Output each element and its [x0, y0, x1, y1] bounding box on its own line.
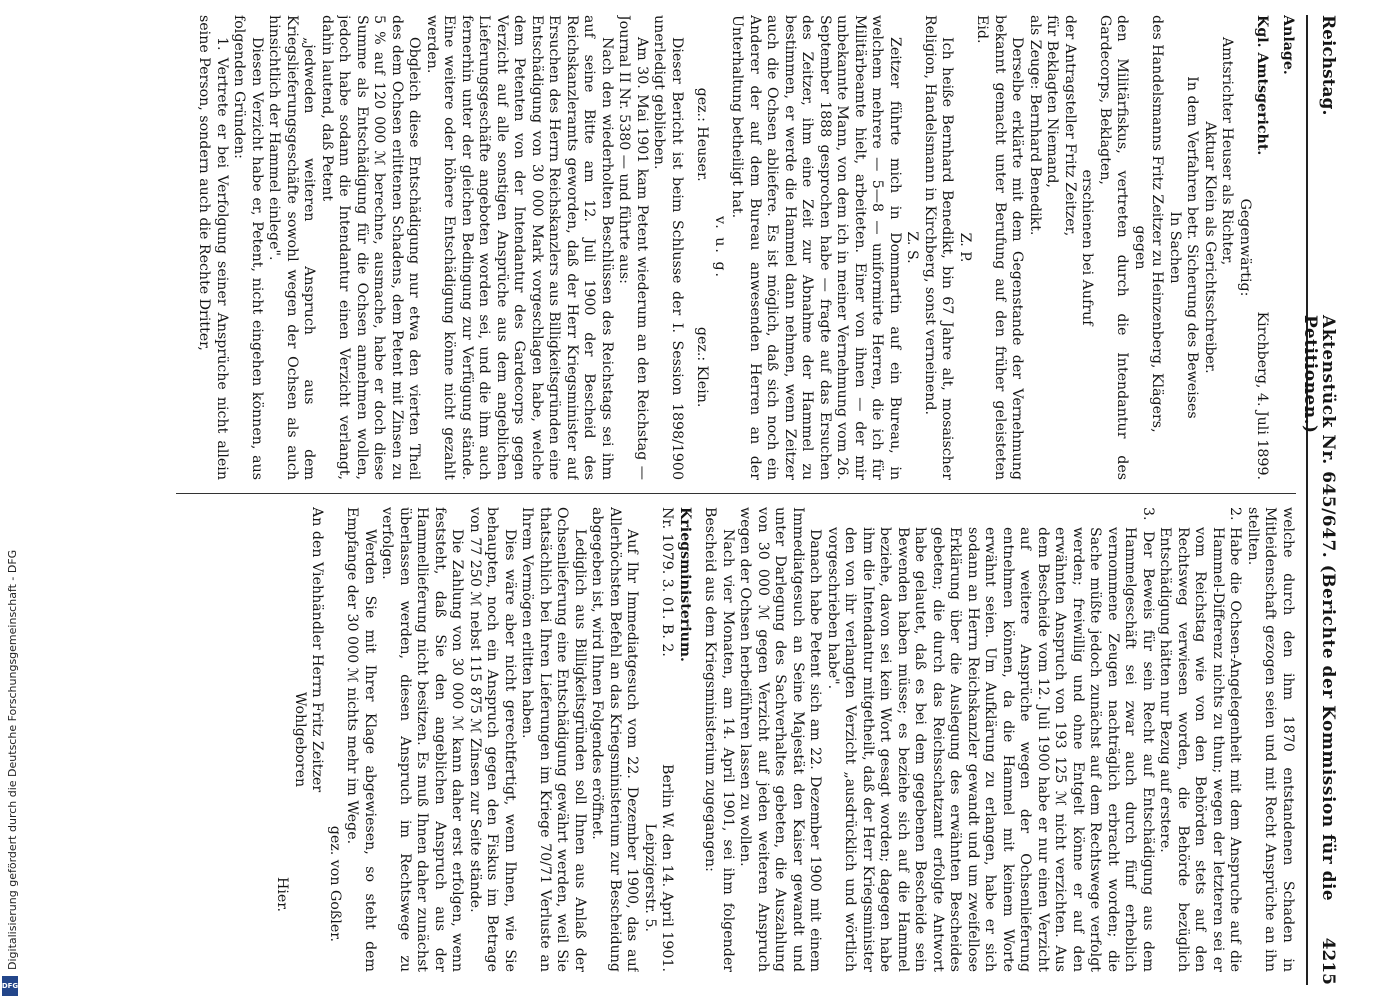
right-column	[156, 507, 1296, 972]
page-number: 4215	[1318, 937, 1338, 985]
present-label: Gegenwärtig:	[1237, 198, 1253, 297]
court-line	[1253, 15, 1271, 480]
waiver-quote: „jedweden weiteren Anspruch aus dem Kriegslieferungsgeschäfte sowohl wegen der Ochsen als auch hinsichtlich der Hammel einlege".	[266, 15, 318, 480]
defendant-line: den Militärfiskus, vertreten durch die Intendantur des Gardecorps, Beklagten,	[1097, 15, 1131, 480]
reference-address: Leipzigerstr. 5.	[642, 823, 658, 932]
reference-date: Berlin W. den 14. April 1901.	[659, 764, 676, 972]
addressee-line: An den Viehhändler Herrn Fritz Zeitzer	[309, 507, 326, 793]
read-approved-line: v. u. g.	[712, 215, 728, 280]
dfg-logo-icon: DFG	[2, 976, 18, 996]
immediate-petition-paragraph: Danach habe Petent sich am 22. Dezember 1900 mit einem Immediatgesuch an Seine Majestät den Kaiser gewandt und unter Darlegung des Sachverhaltes gebeten, die Auszahlung von 30 000 ℳ gegen Verzicht auf jeden weiteren Anspruch wegen der Ochsen herbeiführen lassen zu wollen.	[737, 507, 824, 972]
reason-2: 2. Habe die Ochsen-Angelegenheit mit dem Anspruche auf die Hammel-Differenz nichts zu thun; wegen der letzteren sei er vom Reichstag wie von den Behörden stets auf den Rechtsweg verwiesen worden, die Behörde bezüglich Entschädigung hätten nur Bezug auf erstere.	[1157, 507, 1244, 972]
header-left: Reichstag.	[1318, 15, 1338, 116]
oath-paragraph: Derselbe erklärte mit dem Gegenstande der Vernehmung bekannt gemacht unter Berufung auf den früher geleisteten Eid.	[974, 15, 1026, 480]
reasons-intro: Diesen Verzicht habe er, Petent, nicht eingehen können, aus folgenden Gründen:	[231, 15, 265, 480]
ministry-heading: Kriegsministerium.	[677, 507, 693, 662]
reason-3: 3. Der Beweis für sein Recht auf Entschädigung aus dem Hammelgeschäft sei zwar auch durch fünf erheblich vernommene Zeugen nachträglich erbracht worden; die Sache müßte jedoch zunächst auf dem Rechtswege verfolgt werden; freiwillig und ohne Entgelt könne er auf den erwähnten Anspruch von 193 125 ℳ nicht verzichten. Aus dem Bescheide vom 12. Juli 1900 habe er nur einen Verzicht auf weitere Ansprüche wegen der Ochsenlieferung entnehmen können, da die Hammel mit keinem Worte erwähnt seien. Um Aufklärung zu erlangen, habe er sich sodann an Herrn Reichskanzler gewandt und um zweifellose Erklärung über die Auslegung des erwähnten Bescheides gebeten; die durch das Reichsschatzamt erfolgte Antwort habe gelautet, daß es bei dem gegebenen Bescheide sein Bewenden haben müsse; es beziehe sich auf die Hammel beziehe, davon sei kein Wort gesagt worden; dagegen habe ihm die Intendantur mitgetheilt, daß der Herr Kriegsminister den von ihr verlangten Verzicht „ausdrücklich und wörtlich vorgeschrieben habe".	[825, 507, 1156, 972]
against-line: gegen	[1132, 225, 1148, 270]
signature-heuser: gez.: Heuser.	[694, 87, 711, 182]
clerk-line: Aktuar Klein als Gerichtsschreiber.	[1202, 121, 1218, 374]
compensation-paragraph: Obgleich diese Entschädigung nur etwa den vierten Theil des dem Ochsen erlittenen Schadens, dem Petent mit Zinsen zu 5 % auf 120 000 ℳ berechne, ausmache, habe er doch diese Summe als Entschädigung für die Ochsen annehmen wollen, jedoch habe sodann die Intendantur einen Verzicht verlangt, dahin lautend, daß Petent	[319, 15, 423, 480]
rotated-page-content	[138, 15, 1338, 985]
report-unresolved-paragraph: Dieser Bericht ist beim Schlusse der I. Session 1898/1900 unerledigt geblieben.	[651, 15, 685, 480]
digitization-note	[2, 0, 22, 1000]
column-divider	[176, 493, 1296, 494]
letter-paragraph-5: Werden Sie mit Ihrer Klage abgewiesen, so steht dem Empfange der 30 000 ℳ nichts mehr im Wege.	[344, 507, 378, 972]
letter-signature: gez. von Goßler.	[327, 825, 343, 942]
addressee-honorific: Wohlgeboren	[292, 691, 308, 788]
appeared-line: erschienen bei Aufruf	[1079, 169, 1096, 326]
signature-klein: gez.: Klein.	[694, 326, 711, 408]
court-name: Kgl. Amtsgericht.	[1254, 15, 1271, 156]
judge-line: Amtsrichter Heuser als Richter,	[1219, 37, 1236, 266]
reason-1-continued: welche durch den ihm 1870 entstandenen Schaden in Mitleidenschaft gezogen seien und mit Recht Ansprüche an ihn stellten.	[1245, 507, 1296, 972]
anlage-heading: Anlage.	[1280, 15, 1296, 75]
reference-number: Nr. 1079. 3. 01. B. 2.	[659, 507, 676, 657]
witness-identity-paragraph: Ich heiße Bernhard Benedikt, bin 67 Jahre alt, mosaischer Religion, Handelsmann in Kirchberg, sonst verneinend.	[922, 15, 956, 480]
letter-paragraph-2: Lediglich aus Billigkeitsgründen soll Ihnen aus Anlaß der Ochsenlieferung eine Entschädigung gewährt werden, weil Sie thatsächlich bei Ihren Lieferungen im Kriege 70/71 Verluste an Ihrem Vermögen erlitten haben.	[519, 507, 588, 972]
reply-intro-paragraph: Nach vier Monaten, am 14. April 1901, sei ihm folgender Bescheid aus dem Kriegsministerium zugegangen:	[702, 507, 736, 972]
addressee-location: Hier.	[274, 876, 291, 912]
letter-paragraph-4: Die Zahlung von 30 000 ℳ kann daher erst erfolgen, wenn feststeht, daß Sie den angeblichen Anspruch aus der Hammellieferung nicht besitzen. Es muß Ihnen daher zunächst überlassen werden, diesen Anspruch im Rechtswege zu verfolgen.	[379, 507, 466, 972]
reason-1: 1. Vertrete er bei Verfolgung seiner Ansprüche nicht allein seine Person, sondern auch die Rechte Dritter,	[196, 15, 230, 480]
plaintiff-line: des Handelsmanns Fritz Zeitzer zu Heinzenberg, Klägers,	[1149, 15, 1166, 433]
defendant-absent-line: für Beklagten Niemand,	[1044, 15, 1061, 188]
left-column	[156, 15, 1296, 480]
letter-paragraph-3: Dies wäre aber nicht gerechtfertigt, wenn Ihnen, wie Sie behaupten, noch ein Anspruch gegen den Fiskus im Betrage von 77 250 ℳ nebst 115 875 ℳ Zinsen zur Seite stände.	[467, 507, 518, 972]
testimony-paragraph: Zeitzer führte mich in Dommartin auf ein Bureau, in welchem mehrere — 5—8 — uniformirte Herren, die ich für Militärbeamte hielt, arbeiteten. Einer von ihnen — der mir unbekannte Mann, von dem ich in meiner Vernehmung vom 26. September 1888 gesprochen habe — fragte auf das Ersuchen des Zeitzer, ihm eine Zeit zur Abnahme der Hammel zu bestimmen, er werde die Hammel dann nehmen, wenn Zeitzer auch die Ochsen abliefere. Es ist möglich, daß sich noch ein Anderer der auf dem Bureau anwesenden Herren an der Unterhaltung betheiligt hat.	[729, 15, 903, 480]
letter-paragraph-1: Auf Ihr Immediatgesuch vom 22. Dezember 1900, das auf Allerhöchsten Befehl an das Kriegsministerium zur Bescheidung abgegeben ist, wird Ihnen Folgendes eröffnet.	[589, 507, 641, 972]
procedure-line: In dem Verfahren betr. Sicherung des Beweises	[1184, 76, 1201, 419]
reference-line	[658, 507, 676, 972]
in-matters-line: In Sachen	[1167, 211, 1183, 284]
applicant-line: der Antragsteller Fritz Zeitzer,	[1062, 15, 1078, 237]
petition-renewed-paragraph: Am 30. Mai 1901 kam Petent wiederum an den Reichstag — Journal II Nr. 5380 — und führte aus:	[616, 15, 650, 480]
court-date: Kirchberg, 4. Juli 1899.	[1254, 311, 1271, 480]
page-header	[1300, 15, 1338, 985]
signatures-line	[693, 15, 711, 480]
zs-label: Z. S.	[904, 231, 921, 264]
chancellery-decision-paragraph: Nach den wiederholten Beschlüssen des Reichstags sei ihm auf seine Bitte am 12. Juli 1900 der Bescheid des Reichskanzleramts geworden, daß der Herr Kriegsminister auf Ersuchen des Herrn Reichskanzlers aus Billigkeitsgründen eine Entschädigung von 30 000 Mark vorgeschlagen habe, welche dem Petenten von der Intendantur des Gardecorps gegen Verzicht auf alle sonstigen Ansprüche aus dem angeblichen Lieferungsgeschäfte angeboten worden sei, und die ihm auch fernerhin unter der gleichen Bedingung zur Verfügung stände. Eine weitere oder höhere Entschädigung könne nicht gezahlt werden.	[424, 15, 615, 480]
witness-line: als Zeuge: Bernhard Benedikt.	[1027, 15, 1043, 236]
zp-label: Z. P.	[957, 232, 973, 263]
header-title: Aktenstück Nr. 645/647. (Berichte der Kommission für die Petitionen.)	[1300, 315, 1338, 902]
scanned-page	[118, 0, 1358, 1000]
digitization-note-text: Digitalisierung gefördert durch die Deutsche Forschungsgemeinschaft - DFG	[6, 549, 19, 970]
